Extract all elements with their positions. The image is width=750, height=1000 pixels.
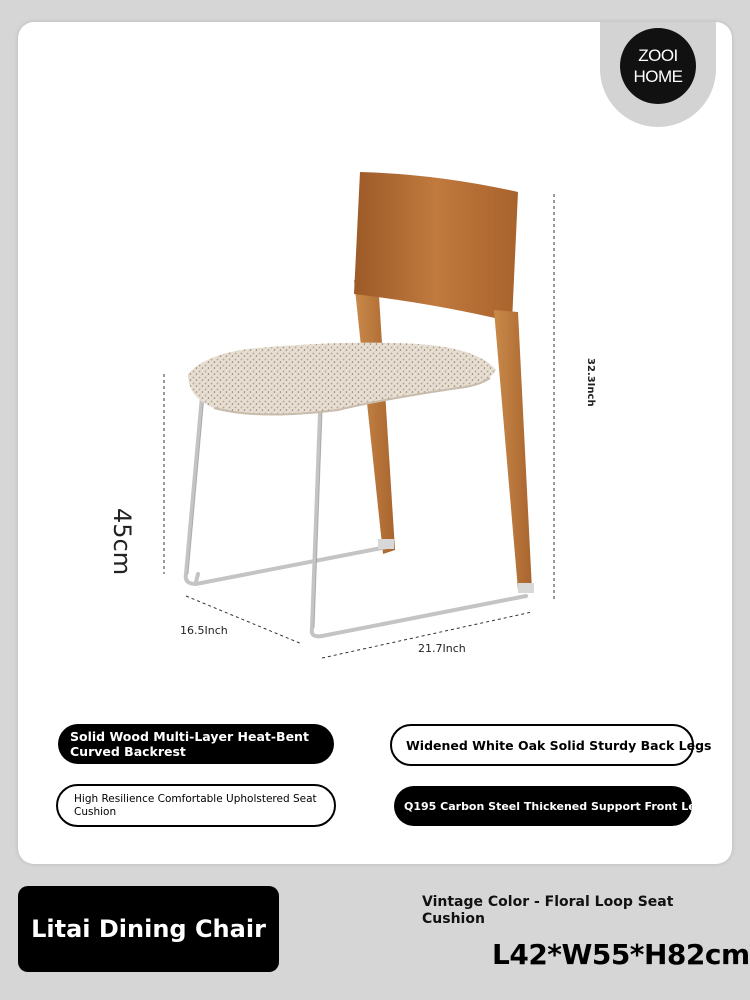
brand-line-2: HOME <box>633 67 683 86</box>
width-label: 21.7Inch <box>418 642 466 655</box>
product-name: Litai Dining Chair <box>31 915 266 943</box>
product-title-box <box>18 886 279 972</box>
feature-front-legs-text: Q195 Carbon Steel Thickened Support Front Legs <box>404 799 711 813</box>
seat-height-label: 45cm <box>108 508 136 576</box>
feature-back-legs <box>390 724 712 766</box>
seat-cushion <box>188 343 496 415</box>
feature-cushion-text: High Resilience Comfortable Upholstered Seat Cushion <box>74 792 317 818</box>
foot-cap-left <box>378 539 394 549</box>
feature-back-legs-text: Widened White Oak Solid Sturdy Back Legs <box>406 737 712 753</box>
feature-backrest <box>58 724 334 764</box>
feature-front-legs <box>394 786 711 826</box>
foot-cap-right <box>518 583 534 593</box>
back-height-label: 32.3Inch <box>585 358 596 407</box>
brand-line-1: ZOOI <box>638 46 678 65</box>
steel-frame <box>186 396 526 636</box>
depth-label: 16.5Inch <box>180 624 228 637</box>
product-variant: Vintage Color - Floral Loop Seat Cushion <box>422 894 674 927</box>
product-card <box>18 22 732 864</box>
feature-backrest-text: Solid Wood Multi-Layer Heat-Bent Curved Backrest <box>70 729 309 759</box>
back-leg-right <box>494 310 532 590</box>
back-leg-left <box>354 280 395 554</box>
product-size: L42*W55*H82cm <box>492 938 750 971</box>
feature-cushion <box>56 784 336 827</box>
